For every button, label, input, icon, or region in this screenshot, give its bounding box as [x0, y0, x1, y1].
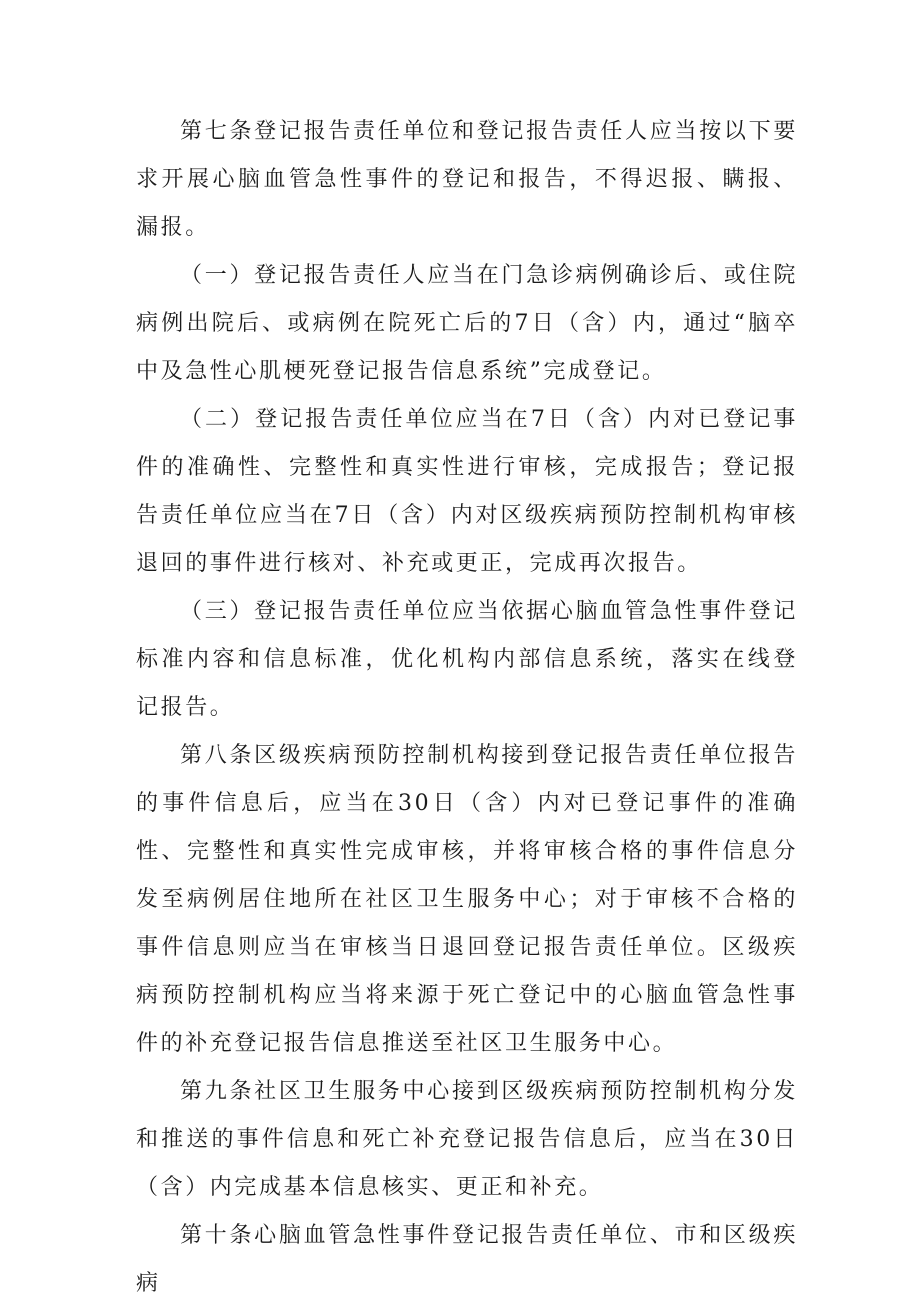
paragraph-article-10: 第十条心脑血管急性事件登记报告责任单位、市和区级疾病 [136, 1223, 798, 1296]
paragraph-article-8: 第八条区级疾病预防控制机构接到登记报告责任单位报告的事件信息后，应当在30日（含）内对已登记事件的准确性、完整性和真实性完成审核，并将审核合格的事件信息分发至病例居住地所在社区卫生服务中心；对于审核不合格的事件信息则应当在审核当日退回登记报告责任单位。区级疾病预防控制机构应当将来源于死亡登记中的心脑血管急性事件的补充登记报告信息推送至社区卫生服务中心。 [136, 743, 798, 1056]
document-page [136, 108, 798, 1308]
paragraph-article-9: 第九条社区卫生服务中心接到区级疾病预防控制机构分发和推送的事件信息和死亡补充登记报告信息后，应当在30日（含）内完成基本信息核实、更正和补充。 [136, 1079, 798, 1200]
paragraph-item-2: （二）登记报告责任单位应当在7日（含）内对已登记事件的准确性、完整性和真实性进行审核，完成报告；登记报告责任单位应当在7日（含）内对区级疾病预防控制机构审核退回的事件进行核对、补充或更正，完成再次报告。 [136, 407, 798, 576]
paragraph-item-1: （一）登记报告责任人应当在门急诊病例确诊后、或住院病例出院后、或病例在院死亡后的7日（含）内，通过“脑卒中及急性心肌梗死登记报告信息系统”完成登记。 [136, 263, 798, 384]
paragraph-article-7: 第七条登记报告责任单位和登记报告责任人应当按以下要求开展心脑血管急性事件的登记和报告，不得迟报、瞒报、漏报。 [136, 119, 798, 240]
paragraph-item-3: （三）登记报告责任单位应当依据心脑血管急性事件登记标准内容和信息标准，优化机构内部信息系统，落实在线登记报告。 [136, 599, 798, 720]
